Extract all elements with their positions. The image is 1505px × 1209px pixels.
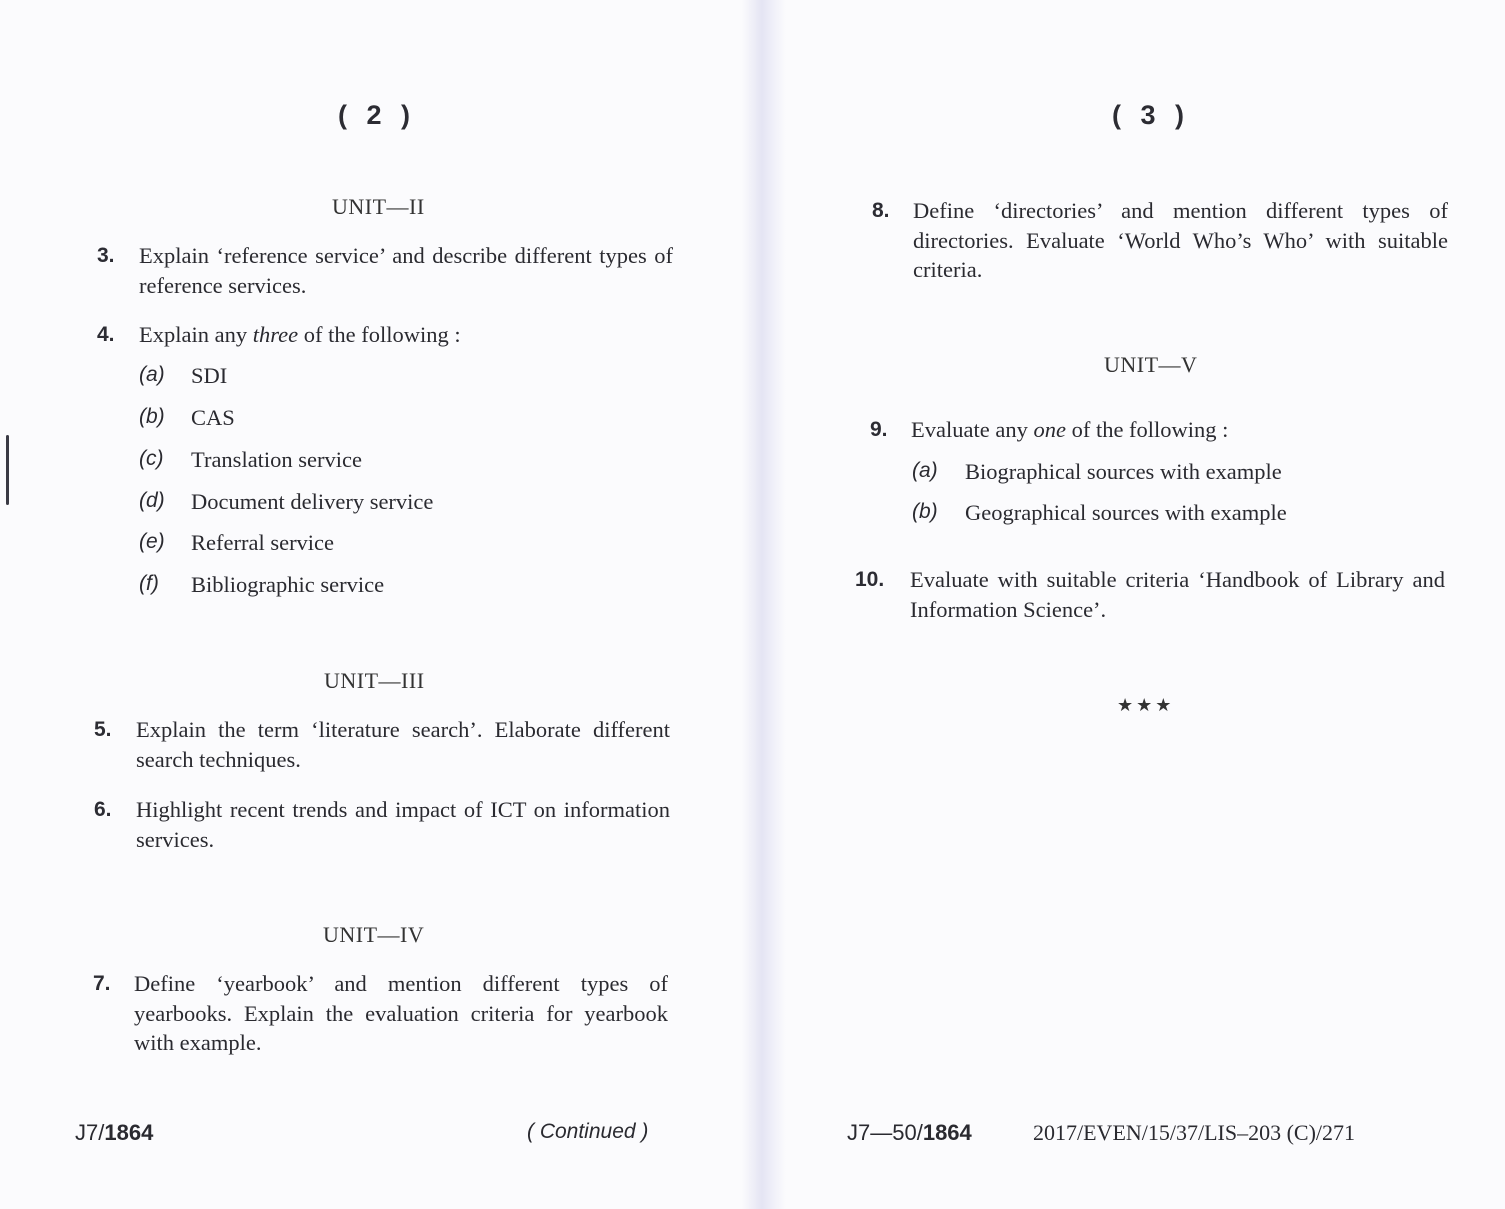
footer-code: J7—50/1864: [847, 1120, 972, 1145]
question-text: Explain the term ‘literature search’. Elaborate different search techniques.: [136, 717, 670, 772]
unit-heading: UNIT—IV: [323, 922, 425, 947]
question-text: Explain ‘reference service’ and describe different types of reference services.: [139, 243, 673, 298]
question-text: Highlight recent trends and impact of ICT on information services.: [136, 797, 670, 852]
question-text: Evaluate with suitable criteria ‘Handbook of Library and Information Science’.: [910, 567, 1445, 622]
question-text: Define ‘yearbook’ and mention different types of yearbooks. Explain the evaluation criteria for yearbook with example.: [134, 971, 668, 1055]
unit-heading: UNIT—V: [1104, 352, 1198, 377]
continued-note: ( Continued ): [527, 1120, 649, 1143]
question-number: 7.: [93, 972, 111, 995]
question-text: Evaluate any one of the following :: [911, 417, 1229, 442]
page-fold: [742, 0, 786, 1209]
question-number: 5.: [94, 718, 112, 741]
question-number: 6.: [94, 798, 112, 821]
question-number: 3.: [97, 244, 115, 267]
question-number: 9.: [870, 418, 888, 441]
question-number: 8.: [872, 199, 890, 222]
question-text: Explain any three of the following :: [139, 322, 461, 347]
end-stars: ★★★: [1117, 695, 1175, 715]
question-text: Define ‘directories’ and mention different types of directories. Evaluate ‘World Who’s Who’ with suitable criteria.: [913, 198, 1448, 282]
question-number: 4.: [97, 323, 115, 346]
footer-code: J7/1864: [75, 1120, 154, 1145]
page-number: ( 2 ): [338, 100, 417, 130]
left-page: ( 2 ) UNIT—II 3. Explain ‘reference service’ and describe different types of reference services. 4. Explain any three of the following : (a) SDI (b) CAS (c) Translation service (d) Document delivery service (e) Referral service (f) Bibliographic service UNIT—III 5. Explain the term ‘literature search’. Elaborate different search techniques. 6. Highlight recent trends and impact of ICT on information services. UNIT—IV 7. Define ‘yearbook’ and mention different types of yearbooks. Explain the evaluation criteria for yearbook with example. J7/1864 ( Continued ): [75, 100, 673, 1145]
unit-heading: UNIT—III: [324, 668, 425, 693]
footer-reference: 2017/EVEN/15/37/LIS–203 (C)/271: [1033, 1120, 1356, 1145]
page-number: ( 3 ): [1112, 100, 1191, 130]
question-number: 10.: [855, 568, 885, 591]
right-page: ( 3 ) 8. Define ‘directories’ and mention different types of directories. Evaluate ‘World Who’s Who’ with suitable criteria. UNIT—V 9. Evaluate any one of the following : (a) Biographical sources with example (b) Geographical sources with example 10. Evaluate with suitable criteria ‘Handbook of Library and Information Science’. ★★★ J7—50/1864 2017/EVEN/15/37/LIS–203 (C)/271: [847, 100, 1448, 1145]
unit-heading: UNIT—II: [332, 194, 425, 219]
